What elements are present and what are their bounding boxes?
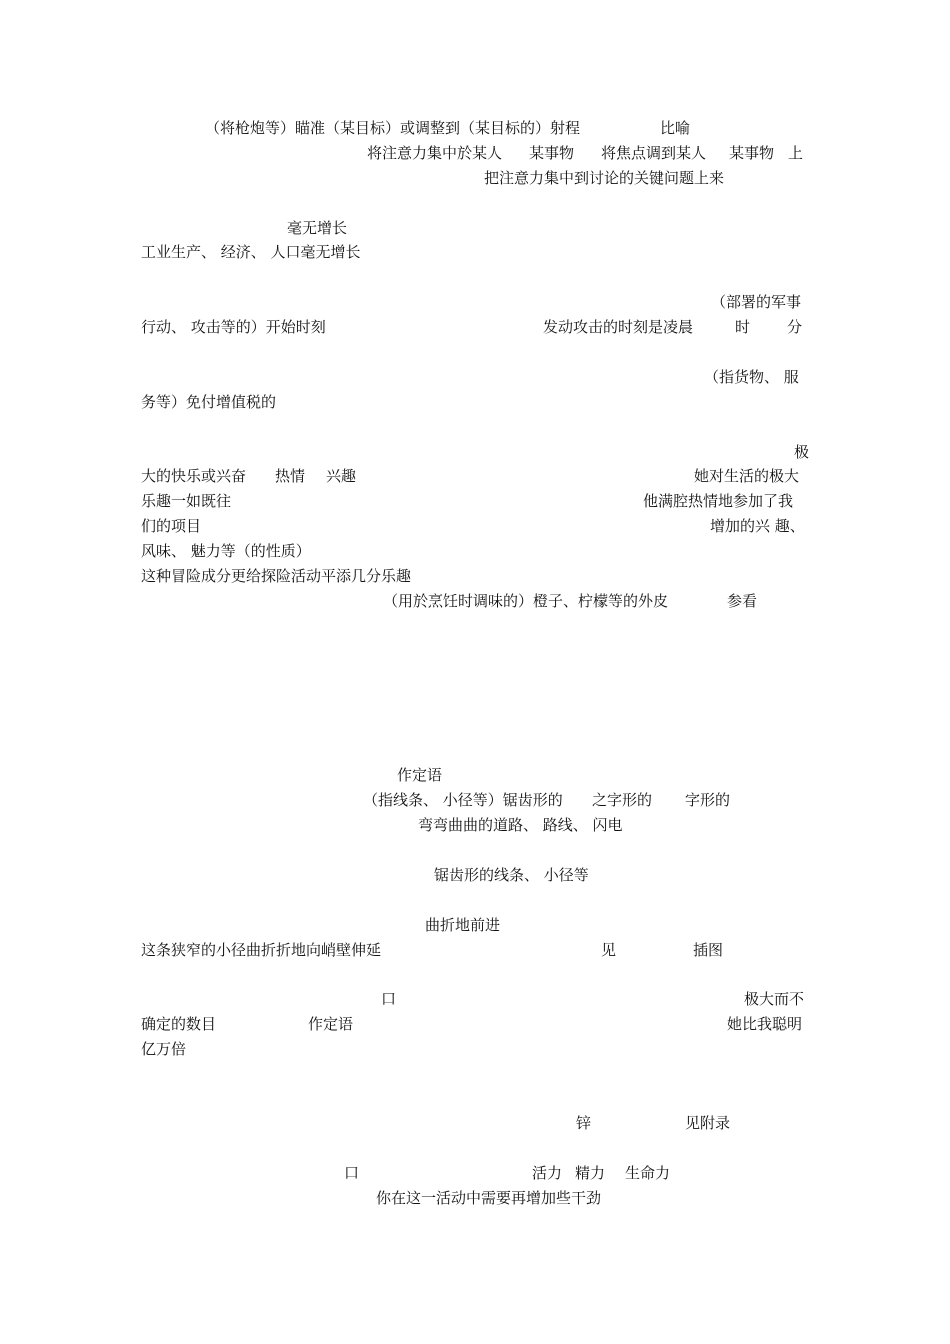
zip-synonym-1: 精力 [575,1164,606,1182]
zero-in-aim-definition: （将枪炮等）瞄准（某目标）或调整到（某目标的）射程 [205,119,581,137]
zinc-see-appendix: 见附录 [685,1114,731,1132]
zigzag-definition: （指线条、 小径等）锯齿形的 [363,791,563,809]
zip-synonym-2: 生命力 [625,1164,671,1182]
zinc-definition: 锌 [576,1114,592,1132]
zip-definition: 活力 [532,1164,563,1182]
zigzag-noun-definition: 锯齿形的线条、 小径等 [434,866,589,884]
zero-hour-hour-unit: 时 [735,318,751,336]
zip-example: 你在这一活动中需要再增加些干劲 [376,1189,602,1207]
zero-growth-example: 工业生产、 经济、 人口毫无增长 [141,243,361,261]
zest-synonym-2: 兴趣 [326,467,357,485]
zest-example-2a: 他满腔热情地参加了我 [643,492,794,510]
zero-hour-definition-1: （部署的军事 [711,293,802,311]
zero-hour-example: 发动攻击的时刻是凌晨 [543,318,694,336]
zillion-example-1: 她比我聪明 [727,1015,803,1033]
zigzag-z-shaped-2: 字形的 [685,791,731,809]
zest-sense-2b: 风味、 魅力等（的性质） [141,542,311,560]
zest-sense-2a: 增加的兴 趣、 [710,517,805,535]
zip-marker: 口 [344,1164,360,1182]
zero-in-focus-on: 将焦点调到某人 [601,144,707,162]
zest-example-1a: 她对生活的极大 [694,467,800,485]
zero-in-something-2: 某事物 [729,144,775,162]
zigzag-illustration-label: 插图 [693,941,724,959]
zest-definition-1: 极 [794,443,810,461]
zero-in-figurative-definition: 将注意力集中於某人 [367,144,503,162]
zigzag-attributive-label: 作定语 [397,766,443,784]
zillion-marker: 口 [381,990,397,1008]
zero-hour-minute-unit: 分 [787,318,803,336]
zillion-attributive-label: 作定语 [308,1015,354,1033]
zero-rated-definition-2: 务等）免付增值税的 [141,393,277,411]
zest-synonym-1: 热情 [275,467,306,485]
zero-in-particle-up: 上 [788,144,804,162]
zigzag-see-label: 见 [601,941,617,959]
zest-example-3: 这种冒险成分更给探险活动平添几分乐趣 [141,567,412,585]
zigzag-example-1: 弯弯曲曲的道路、 路线、 闪电 [418,816,623,834]
zest-example-2b: 们的项目 [141,517,202,535]
zest-example-1b: 乐趣一如既往 [141,492,232,510]
zillion-definition-2: 确定的数目 [141,1015,217,1033]
zigzag-z-shaped: 之字形的 [592,791,653,809]
zest-sense-3: （用於烹饪时调味的）橙子、柠檬等的外皮 [383,592,669,610]
zero-in-example: 把注意力集中到讨论的关键问题上来 [484,169,725,187]
zigzag-example-2: 这条狭窄的小径曲折折地向峭壁伸延 [141,941,382,959]
zero-rated-definition-1: （指货物、 服 [704,368,799,386]
zillion-definition-1: 极大而不 [744,990,805,1008]
zero-growth-definition: 毫无增长 [287,219,348,237]
zest-definition-2: 大的快乐或兴奋 [141,467,247,485]
zillion-example-2: 亿万倍 [141,1040,187,1058]
zero-in-figurative-label: 比喻 [660,119,691,137]
zigzag-verb-definition: 曲折地前进 [425,916,501,934]
zero-hour-definition-2: 行动、 攻击等的）开始时刻 [141,318,326,336]
zest-see-also: 参看 [727,592,758,610]
zero-in-something-1: 某事物 [529,144,575,162]
